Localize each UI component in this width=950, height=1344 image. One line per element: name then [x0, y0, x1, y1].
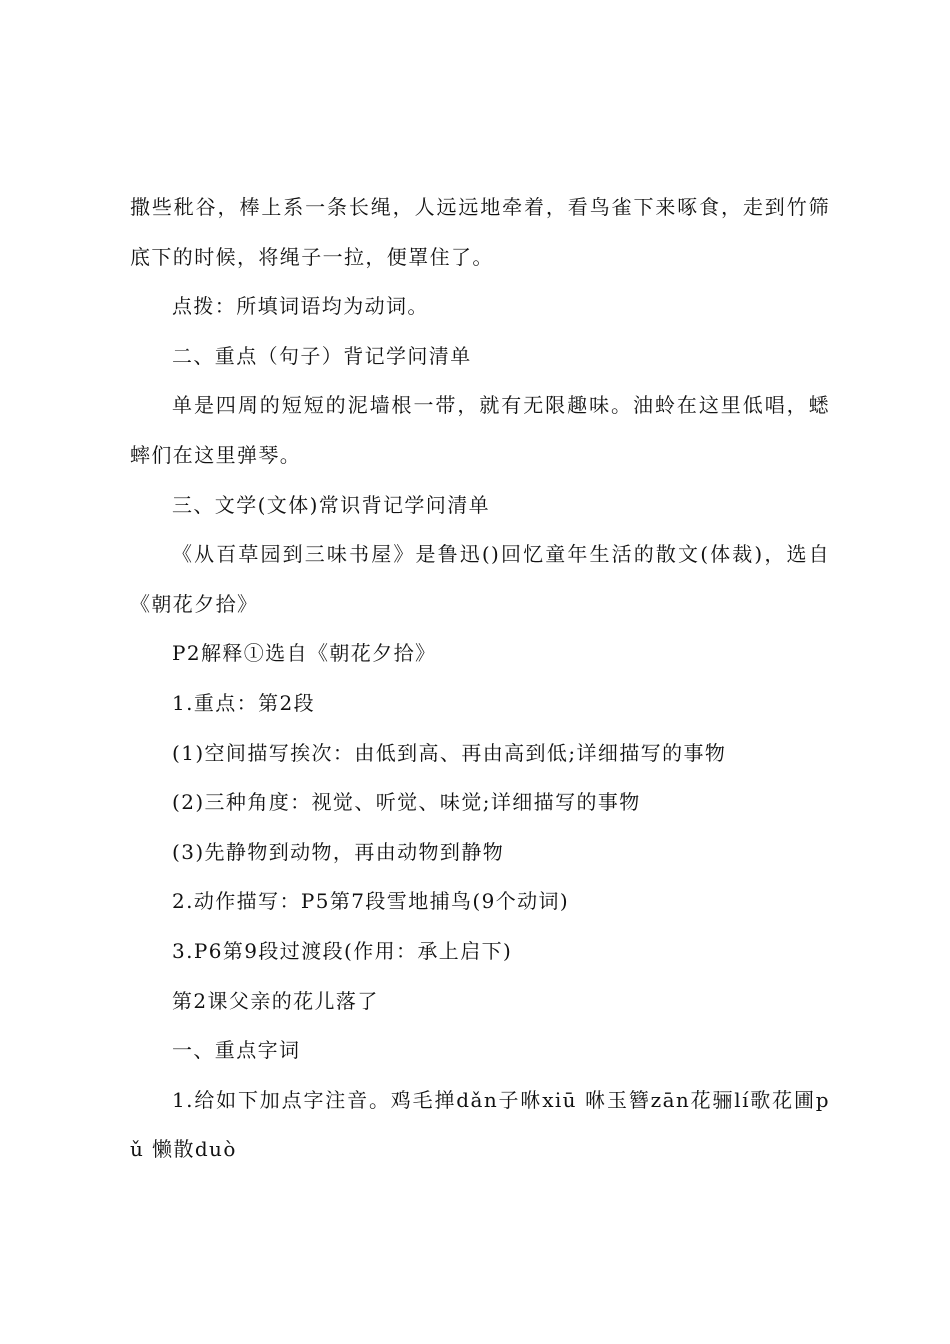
list-item: (1)空间描写挨次：由低到高、再由高到低;详细描写的事物 — [172, 740, 727, 765]
list-item: 1.重点：第2段 — [172, 690, 316, 715]
list-item: 2.动作描写：P5第7段雪地捕鸟(9个动词) — [172, 889, 570, 914]
list-item: (3)先静物到动物，再由动物到静物 — [172, 839, 505, 864]
list-item: 3.P6第9段过渡段(作用：承上启下) — [172, 938, 513, 963]
list-item: (2)三种角度：视觉、听觉、味觉;详细描写的事物 — [172, 790, 641, 815]
section-heading: 一、重点字词 — [172, 1038, 301, 1063]
section-heading: 二、重点（句子）背记学问清单 — [172, 343, 472, 368]
paragraph: 《从百草园到三味书屋》是鲁迅()回忆童年生活的散文(体裁)，选自《朝花夕拾》 — [130, 542, 830, 616]
section-heading: 三、文学(文体)常识背记学问清单 — [172, 492, 491, 517]
paragraph: P2解释①选自《朝花夕拾》 — [172, 641, 437, 666]
paragraph: 点拨：所填词语均为动词。 — [172, 294, 429, 319]
paragraph: 单是四周的短短的泥墙根一带，就有无限趣味。油蛉在这里低唱，蟋蟀们在这里弹琴。 — [130, 393, 830, 467]
lesson-title: 第2课父亲的花儿落了 — [172, 988, 379, 1013]
document-body — [130, 183, 830, 1175]
paragraph: 1.给如下加点字注音。鸡毛掸dǎn子咻xiū 咻玉簪zān花骊lí歌花圃pǔ 懒散duò — [130, 1087, 830, 1162]
paragraph: 撒些秕谷，棒上系一条长绳，人远远地牵着，看鸟雀下来啄食，走到竹筛底下的时候，将绳子一拉，便罩住了。 — [130, 195, 830, 269]
